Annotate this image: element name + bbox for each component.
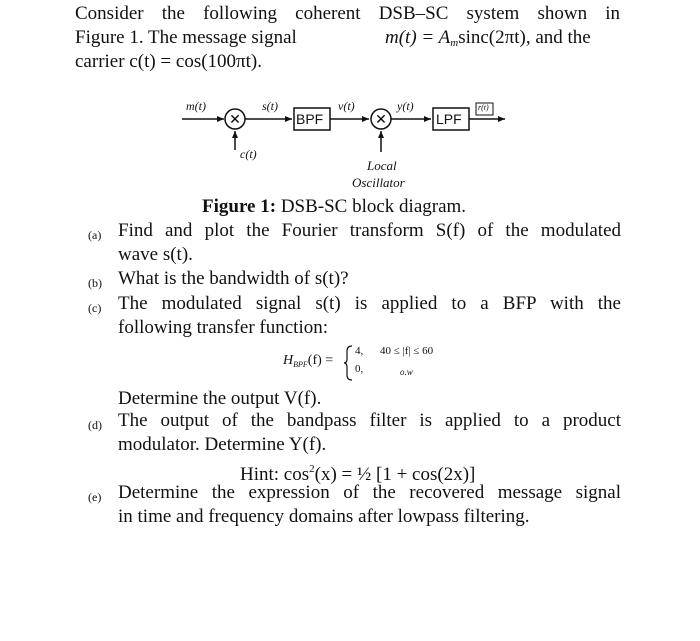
caption-text: DSB-SC block diagram. (276, 196, 467, 217)
bpf-transfer-function (283, 343, 483, 385)
multiplier-2-symbol: ✕ (375, 112, 387, 128)
lpf-label: LPF (436, 111, 462, 127)
intro-line-2-text: Figure 1. The message signal (75, 27, 297, 48)
part-d-marker: (d) (88, 418, 102, 432)
local-oscillator-line-1: Local (367, 158, 397, 173)
multiplier-1-symbol: ✕ (229, 112, 241, 128)
y-label: y(t) (397, 99, 414, 113)
c-label: c(t) (240, 147, 257, 161)
output-label: r(t) (478, 103, 489, 112)
v-label: v(t) (338, 99, 355, 113)
formula-piece-2-condition: o.w (400, 367, 413, 377)
formula-piece-1-condition: 40 ≤ |f| ≤ 60 (380, 345, 434, 357)
s-label: s(t) (262, 99, 278, 113)
part-b-line-1: What is the bandwidth of s(t)? (118, 268, 349, 289)
formula-piece-1-value: 4, (355, 345, 364, 357)
part-e-line-2: in time and frequency domains after lowpass filtering. (118, 506, 530, 527)
figure-caption (202, 196, 466, 218)
formula-piece-2-value: 0, (355, 363, 364, 375)
local-oscillator-line-2: Oscillator (352, 175, 405, 190)
part-c-line-2: following transfer function: (118, 317, 329, 338)
part-a-line-2: wave s(t). (118, 244, 193, 265)
intro-line-3: carrier c(t) = cos(100πt). (75, 51, 262, 72)
part-d-hint: Hint: $\cos^2(x)$ = ½ [1 + cos(2x)] (240, 463, 476, 485)
m-label: m(t) (186, 99, 206, 113)
intro-line-1: Consider the following coherent DSB–SC system shown in (75, 3, 620, 24)
part-c-marker: (c) (88, 301, 102, 315)
part-c-line-3: Determine the output V(f). (118, 388, 322, 409)
formula-lhs: $H_{BPF}(f)$ = (283, 353, 334, 369)
part-d-line-2: modulator. Determine Y(f). (118, 434, 327, 455)
part-c-line-1: The modulated signal s(t) is applied to a BFP with the (118, 293, 621, 314)
bpf-label: BPF (296, 111, 324, 127)
part-a-line-1: Find and plot the Fourier transform S(f) of the modulated (118, 220, 621, 241)
message-signal-expr: $m(t) = A_m\sin c(2\pi t)$, and the (385, 27, 591, 49)
part-b-marker: (b) (88, 276, 102, 290)
part-e-line-1: Determine the expression of the recovered message signal (118, 482, 621, 503)
part-d-line-1: The output of the bandpass filter is applied to a product (118, 410, 621, 431)
part-a-marker: (a) (88, 228, 102, 242)
formula-brace (343, 345, 353, 381)
part-e-marker: (e) (88, 490, 102, 504)
caption-label: Figure 1: (202, 196, 277, 217)
